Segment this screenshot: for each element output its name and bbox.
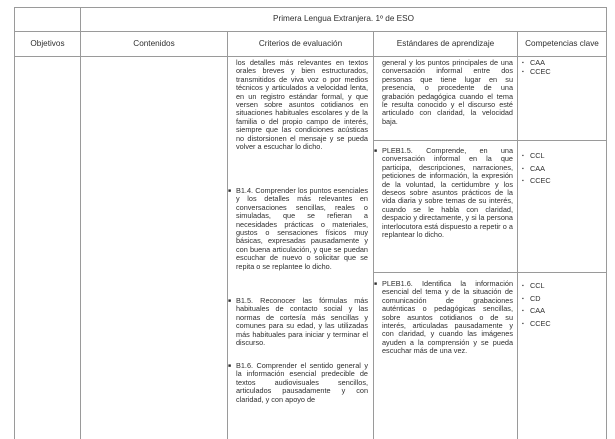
estandar-text: general y los puntos principales de una conversación informal entre dos personas que tiene lugar en su presencia, o procedente de una grabación pedagógica cuando el tema le resulta conocido y el discurso esté articulado con claridad, la velocidad baja. (382, 58, 513, 126)
header-estandares: Estándares de aprendizaje (396, 39, 495, 48)
col-divider-3 (373, 31, 374, 439)
competencia-item: ▪ CD (522, 293, 602, 306)
estandar-text: PLEB1.5. Comprende, en una conversación informal en la que participa, descripciones, narraciones, peticiones de información, la expresión de la voluntad, la certidumbre y los deseos sobre asuntos prácticos de la vida diaria y sobre temas de su interés, cuando se le habla con claridad, despacio y directamente, y si la persona interlocutora está dispuesto a repetir o a replantear lo dicho. (382, 146, 513, 240)
criterio-text: B1.5. Reconocer las fórmulas más habituales de contacto social y las normas de cortesía más sencillas y comunes para su edad, y las utilizadas más habituales para iniciar y terminar el discurso. (236, 296, 368, 348)
competencia-item: ▪ CCL (522, 280, 602, 293)
table-title: Primera Lengua Extranjera. 1º de ESO (273, 14, 414, 23)
col-divider-4 (517, 31, 518, 439)
header-objetivos: Objetivos (30, 39, 65, 48)
col-divider-1 (80, 7, 81, 439)
competencia-item: ▪ CAA (522, 59, 602, 68)
competencia-item: ▪ CCEC (522, 318, 602, 331)
estandar-divider-2 (373, 272, 607, 273)
criterio-item (228, 361, 368, 439)
criterio-text: B1.4. Comprender los puntos esenciales y los detalles más relevantes en conversaciones sencillas, reales o simuladas, que se refieran a necesidades prácticas o materiales, gustos o sensaciones físicos muy básicas, expresadas pausadamente y con buena articulación, y que se puedan escuchar de nuevo o solicitar que se repita o se replantee lo dicho. (236, 186, 368, 271)
criterio-item (228, 186, 368, 271)
criterio-continuation: los detalles más relevantes en textos orales breves y bien estructurados, transmitidos de viva voz o por medios técnicos y articulados a velocidad lenta, en un registro estándar formal, y que versen sobre asuntos cotidianos en situaciones habituales escolares y de la familia o del propio campo de interés, siempre que las condiciones acústicas no distorsionen el mensaje y se pueda volver a escuchar lo dicho. (236, 58, 368, 152)
bullet-icon: ■ (374, 281, 378, 287)
bullet-icon: ■ (374, 148, 378, 154)
criterio-text: B1.6. Comprender el sentido general y la información esencial predecible de textos audiovisuales sencillos, articulados pausadamente y con claridad, y con apoyo de (236, 361, 368, 404)
competencia-item: ▪ CCL (522, 150, 602, 163)
competencia-item: ▪ CCEC (522, 175, 602, 188)
title-row-divider (14, 31, 607, 32)
header-row-divider (14, 56, 607, 57)
header-contenidos: Contenidos (133, 39, 175, 48)
header-competencias: Competencias clave (525, 39, 599, 48)
competencias-list (522, 150, 602, 188)
criterio-item (228, 296, 368, 348)
bullet-icon: ■ (228, 188, 232, 194)
competencia-item: ▪ CAA (522, 305, 602, 318)
bullet-icon: ■ (228, 298, 232, 304)
estandar-item (374, 146, 513, 240)
header-criterios: Criterios de evaluación (258, 39, 343, 48)
table-border-top (14, 7, 607, 8)
competencia-item: ▪ CAA (522, 163, 602, 176)
estandar-divider-1 (373, 140, 607, 141)
col-divider-2 (227, 31, 228, 439)
table-border-right (606, 7, 607, 439)
estandar-text: PLEB1.6. Identifica la información esencial del tema y de la situación de comunicación de grabaciones auténticas o pedagógicas sencillas, sobre asuntos cotidianos o de su interés, articuladas pausadamente y con claridad, y cuando las imágenes ayuden a la comprensión y se pueda escuchar más de una vez. (382, 279, 513, 356)
estandar-item (374, 279, 513, 356)
bullet-icon: ■ (228, 363, 232, 369)
competencia-item: ▪ CCEC (522, 68, 602, 77)
table-border-left (14, 7, 15, 439)
competencias-list (522, 280, 602, 330)
competencias-list (522, 59, 602, 76)
